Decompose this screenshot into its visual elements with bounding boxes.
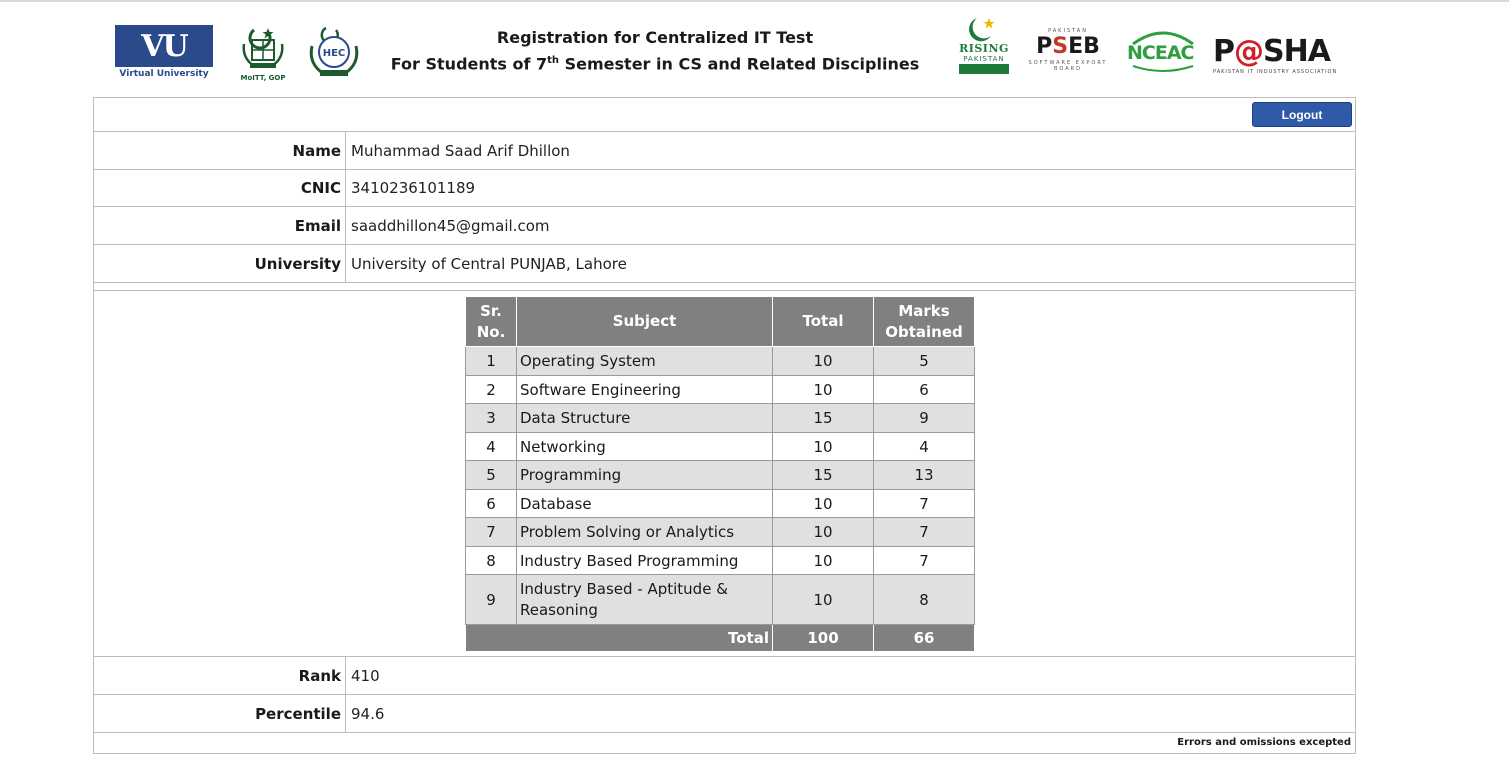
title-line-1: Registration for Centralized IT Test xyxy=(496,28,814,47)
row-sr: 9 xyxy=(466,575,517,625)
result-card xyxy=(93,97,1356,754)
rising-sub: PAKISTAN xyxy=(963,55,1005,63)
row-sr: 3 xyxy=(466,404,517,433)
row-total: 10 xyxy=(773,433,874,461)
row-obtained: 4 xyxy=(874,433,975,461)
marks-table xyxy=(465,296,975,652)
pasha-logo xyxy=(1213,36,1339,76)
pseb-word-p: P xyxy=(1036,34,1053,59)
page-title xyxy=(380,27,930,76)
name-row xyxy=(94,132,1355,170)
name-label: Name xyxy=(94,132,346,169)
rising-word: RISING xyxy=(959,42,1009,55)
email-row xyxy=(94,207,1355,245)
table-row xyxy=(466,433,975,461)
row-subject: Programming xyxy=(517,461,773,490)
emblem-icon xyxy=(238,24,288,70)
row-sr: 2 xyxy=(466,376,517,404)
header-obtained: Marks Obtained xyxy=(874,297,975,347)
rank-value: 410 xyxy=(351,666,380,685)
pasha-word-rest: SHA xyxy=(1263,34,1330,69)
pasha-word-p: P xyxy=(1213,34,1234,69)
row-total: 10 xyxy=(773,575,874,625)
row-subject: Industry Based - Aptitude & Reasoning xyxy=(517,575,773,625)
row-obtained: 9 xyxy=(874,404,975,433)
row-sr: 8 xyxy=(466,547,517,575)
moitt-logo xyxy=(238,24,288,80)
name-value: Muhammad Saad Arif Dhillon xyxy=(351,141,570,160)
row-total: 10 xyxy=(773,490,874,518)
rising-pakistan-logo xyxy=(955,14,1013,86)
title-line-2-pre: For Students of 7 xyxy=(390,54,548,74)
title-line-2-sup: th xyxy=(547,55,560,66)
crescent-icon xyxy=(955,14,1013,42)
row-subject: Industry Based Programming xyxy=(517,547,773,575)
row-total: 10 xyxy=(773,376,874,404)
nceac-logo xyxy=(1127,26,1199,74)
title-line-2-post: Semester in CS and Related Disciplines xyxy=(559,54,920,74)
page-header xyxy=(0,0,1509,96)
row-total: 10 xyxy=(773,347,874,376)
table-row xyxy=(466,461,975,490)
vu-logo-mark: VU xyxy=(115,25,213,67)
table-row xyxy=(466,376,975,404)
disclaimer: Errors and omissions excepted xyxy=(1177,737,1351,748)
table-row xyxy=(466,547,975,575)
pasha-sub: PAKISTAN IT INDUSTRY ASSOCIATION xyxy=(1213,69,1338,75)
rank-row xyxy=(94,657,1355,695)
row-sr: 6 xyxy=(466,490,517,518)
pseb-word xyxy=(1027,34,1109,60)
header-total: Total xyxy=(773,297,874,347)
percentile-value: 94.6 xyxy=(351,704,385,723)
nceac-word: NCEAC xyxy=(1127,42,1194,64)
university-row xyxy=(94,245,1355,283)
rank-label: Rank xyxy=(94,657,346,694)
table-row xyxy=(466,404,975,433)
percentile-label: Percentile xyxy=(94,695,346,732)
pseb-bottom-text: SOFTWARE EXPORT BOARD xyxy=(1028,60,1108,72)
row-subject: Data Structure xyxy=(517,404,773,433)
row-subject: Software Engineering xyxy=(517,376,773,404)
row-subject: Database xyxy=(517,490,773,518)
row-sr: 4 xyxy=(466,433,517,461)
row-subject: Operating System xyxy=(517,347,773,376)
cnic-row xyxy=(94,170,1355,207)
row-obtained: 6 xyxy=(874,376,975,404)
total-obtained: 66 xyxy=(874,625,975,652)
hec-text: HEC xyxy=(322,48,346,59)
logout-button[interactable]: Logout xyxy=(1252,102,1352,127)
row-obtained: 7 xyxy=(874,490,975,518)
pseb-word-rest: EB xyxy=(1068,34,1100,59)
total-marks: 100 xyxy=(773,625,874,652)
pasha-word xyxy=(1213,36,1339,68)
header-sr: Sr. No. xyxy=(466,297,517,347)
row-total: 15 xyxy=(773,461,874,490)
table-row xyxy=(466,490,975,518)
row-obtained: 8 xyxy=(874,575,975,625)
pseb-logo xyxy=(1027,28,1109,74)
table-row xyxy=(466,518,975,547)
row-sr: 5 xyxy=(466,461,517,490)
email-label: Email xyxy=(94,207,346,244)
row-total: 10 xyxy=(773,547,874,575)
total-row xyxy=(466,625,975,652)
table-row xyxy=(466,347,975,376)
marks-header-row xyxy=(466,297,975,347)
row-subject: Networking xyxy=(517,433,773,461)
pseb-top-text: PAKISTAN xyxy=(1048,28,1088,34)
hec-logo xyxy=(304,24,364,80)
university-label: University xyxy=(94,245,346,282)
row-obtained: 13 xyxy=(874,461,975,490)
logout-row xyxy=(94,98,1355,132)
title-line-2 xyxy=(380,49,930,76)
cnic-label: CNIC xyxy=(94,170,346,206)
percentile-row xyxy=(94,695,1355,733)
spacer-row xyxy=(94,283,1355,291)
cnic-value: 3410236101189 xyxy=(351,179,476,197)
row-total: 10 xyxy=(773,518,874,547)
header-subject: Subject xyxy=(517,297,773,347)
vu-logo-caption: Virtual University xyxy=(119,69,209,79)
row-sr: 7 xyxy=(466,518,517,547)
hec-emblem-icon xyxy=(304,24,364,80)
row-obtained: 7 xyxy=(874,518,975,547)
moitt-caption: MoITT, GOP xyxy=(240,74,286,82)
email-value: saaddhillon45@gmail.com xyxy=(351,216,550,235)
row-sr: 1 xyxy=(466,347,517,376)
university-value: University of Central PUNJAB, Lahore xyxy=(351,254,627,273)
row-total: 15 xyxy=(773,404,874,433)
virtual-university-logo xyxy=(115,25,213,79)
row-obtained: 5 xyxy=(874,347,975,376)
pasha-word-at: @ xyxy=(1234,34,1263,69)
row-obtained: 7 xyxy=(874,547,975,575)
row-subject: Problem Solving or Analytics xyxy=(517,518,773,547)
table-row xyxy=(466,575,975,625)
pseb-word-s: S xyxy=(1052,34,1069,59)
rising-bar xyxy=(959,64,1009,74)
total-label: Total xyxy=(466,625,773,652)
